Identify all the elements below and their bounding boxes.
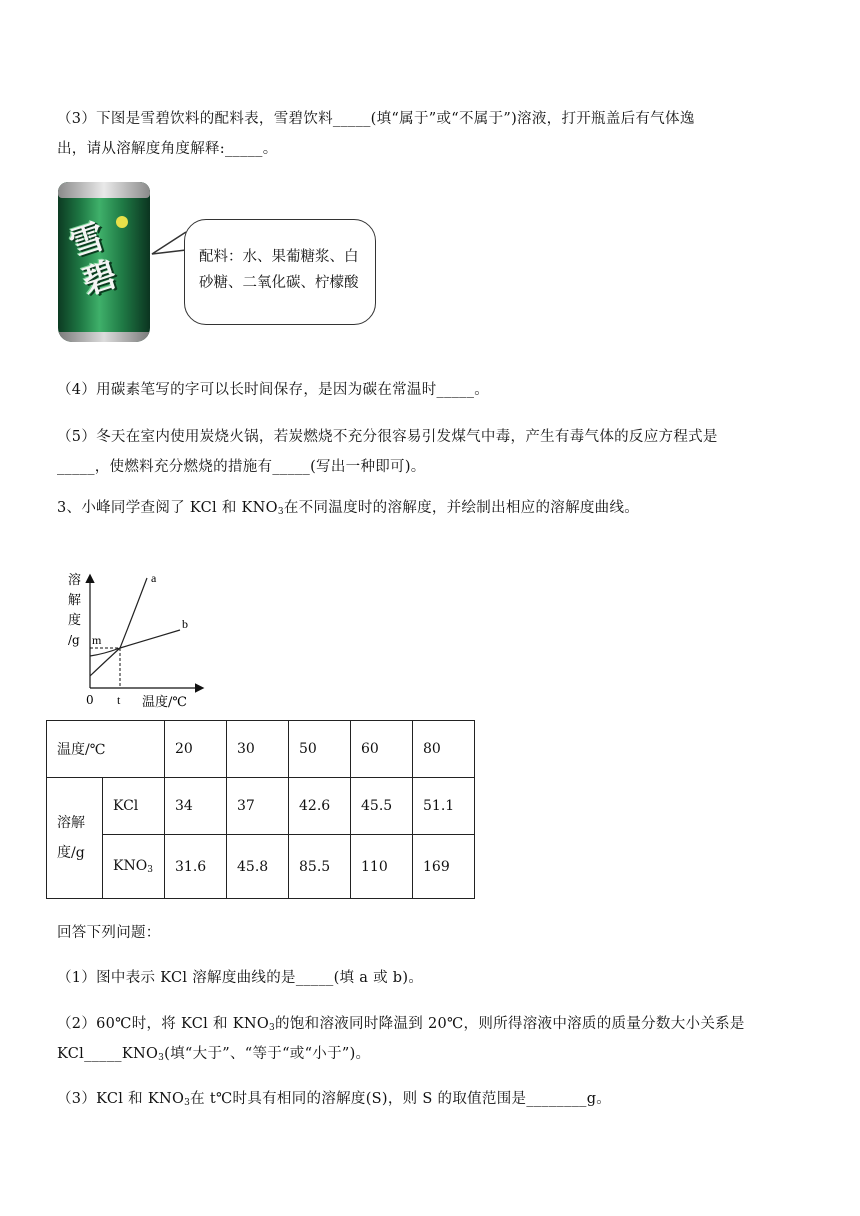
- ylabel-char-4: /g: [68, 633, 80, 647]
- value-cell: 110: [351, 835, 413, 899]
- table-header-row: [47, 721, 475, 778]
- value-cell: 31.6: [165, 835, 227, 899]
- curve-a: [90, 578, 147, 676]
- table-row-kno3: [47, 835, 475, 899]
- value-cell: 51.1: [413, 778, 475, 835]
- row-label-cell: $KNO_3$: [103, 835, 165, 899]
- sprite-can-image: [58, 182, 150, 342]
- temp-cell: 20: [165, 721, 227, 778]
- temp-cell: 60: [351, 721, 413, 778]
- answer-2-line-2: $KCl\_\_\_\_\_KNO_3$(填“大于”、“等于“或“小于”)。: [57, 1046, 371, 1063]
- header-label-cell: 温度/℃: [47, 721, 165, 778]
- ylabel-char-1: 溶: [68, 573, 82, 588]
- q3-line-2: 出，请从溶解度角度解释:_____。: [57, 141, 278, 157]
- q4-text: （4）用碳素笔写的字可以长时间保存，是因为碳在常温时_____。: [57, 382, 490, 398]
- value-cell: 42.6: [289, 778, 351, 835]
- table-row-kcl: [47, 778, 475, 835]
- answer-2-line-1: （2）60℃时，将 KCl 和 $KNO_3$的饱和溶液同时降温到 20℃，则所得溶液中溶质的质量分数大小关系是: [57, 1016, 745, 1033]
- value-cell: 169: [413, 835, 475, 899]
- bubble-line-2: 砂糖、二氧化碳、柠檬酸: [199, 275, 359, 291]
- origin-label: 0: [86, 693, 94, 707]
- q3-line-1: （3）下图是雪碧饮料的配料表，雪碧饮料_____(填“属于”或“不属于”)溶液，打开瓶盖后有气体逸: [57, 111, 695, 127]
- solubility-table: [46, 720, 475, 899]
- temp-cell: 80: [413, 721, 475, 778]
- value-cell: 45.8: [227, 835, 289, 899]
- temp-cell: 50: [289, 721, 351, 778]
- row-label-cell: KCl: [103, 778, 165, 835]
- answer-1: （1）图中表示 KCl 溶解度曲线的是_____(填 a 或 b)。: [57, 970, 424, 986]
- ingredients-bubble: [184, 219, 376, 325]
- temp-cell: 30: [227, 721, 289, 778]
- curve-b: [90, 630, 180, 656]
- x-axis-label: 温度/℃: [142, 695, 187, 710]
- solubility-chart: [60, 558, 220, 710]
- problem-3-intro: 3、小峰同学查阅了 KCl 和 $KNO_3$在不同温度时的溶解度，并绘制出相应的溶解度曲线。: [57, 500, 640, 517]
- ylabel-char-2: 解: [68, 593, 82, 608]
- m-label: m: [92, 633, 102, 647]
- t-label: t: [117, 693, 121, 707]
- q5-line-2: _____，使燃料充分燃烧的措施有_____(写出一种即可)。: [57, 459, 426, 475]
- group-label-cell: 溶解 度/g: [47, 778, 103, 899]
- answer-3: （3）KCl 和 $KNO_3$在 t℃时具有相同的溶解度(S)，则 S 的取值范围是________g。: [57, 1091, 612, 1108]
- series-label-a: a: [151, 571, 157, 585]
- ylabel-char-3: 度: [68, 613, 82, 628]
- value-cell: 85.5: [289, 835, 351, 899]
- q5-line-1: （5）冬天在室内使用炭烧火锅，若炭燃烧不充分很容易引发煤气中毒，产生有毒气体的反应方程式是: [57, 429, 718, 445]
- answer-intro: 回答下列问题：: [57, 925, 161, 941]
- can-brand-text: 雪碧: [65, 216, 123, 304]
- series-label-b: b: [182, 617, 188, 631]
- bubble-line-1: 配料：水、果葡糖浆、白: [199, 249, 359, 265]
- value-cell: 34: [165, 778, 227, 835]
- value-cell: 45.5: [351, 778, 413, 835]
- value-cell: 37: [227, 778, 289, 835]
